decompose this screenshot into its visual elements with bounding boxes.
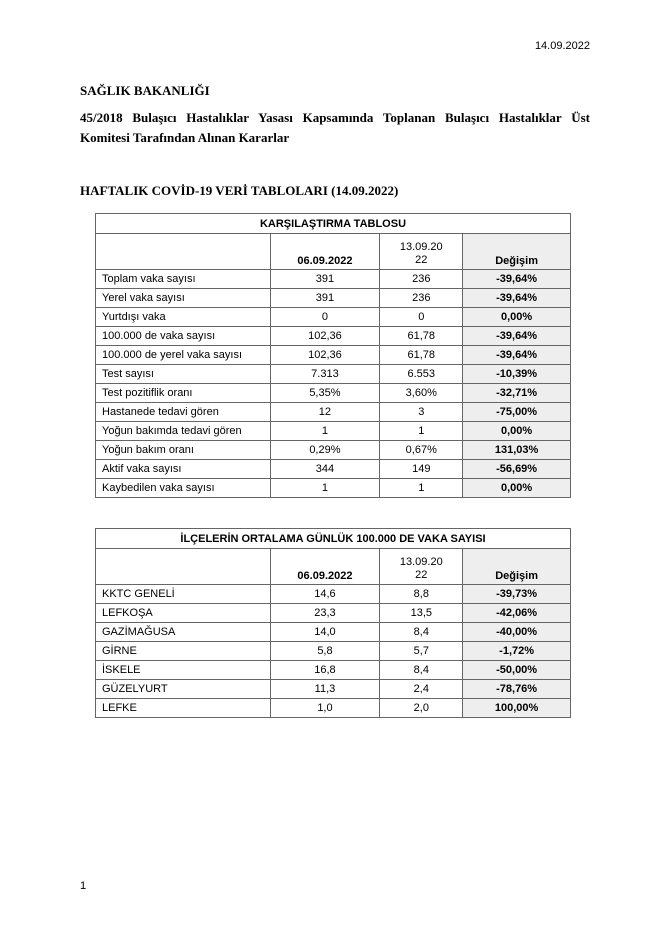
change-value: 0,00% bbox=[463, 308, 571, 327]
table-row bbox=[96, 680, 571, 699]
curr-value: 3,60% bbox=[380, 384, 463, 403]
change-value: -39,64% bbox=[463, 327, 571, 346]
change-value: 0,00% bbox=[463, 479, 571, 498]
row-label: GİRNE bbox=[96, 642, 271, 661]
prev-value: 391 bbox=[270, 270, 380, 289]
document-subtitle: 45/2018 Bulaşıcı Hastalıklar Yasası Kapsamında Toplanan Bulaşıcı Hastalıklar Üst Komitesi Tarafından Alınan Kararlar bbox=[80, 110, 590, 145]
row-label: Aktif vaka sayısı bbox=[96, 460, 271, 479]
prev-value: 102,36 bbox=[270, 346, 380, 365]
row-label: Yurtdışı vaka bbox=[96, 308, 271, 327]
row-label: 100.000 de vaka sayısı bbox=[96, 327, 271, 346]
column-header-prev-date: 06.09.2022 bbox=[270, 234, 380, 270]
comparison-table-header bbox=[96, 234, 571, 270]
table-row bbox=[96, 289, 571, 308]
table-row bbox=[96, 308, 571, 327]
comparison-table-title: KARŞILAŞTIRMA TABLOSU bbox=[96, 214, 571, 234]
table-row bbox=[96, 346, 571, 365]
prev-value: 0 bbox=[270, 308, 380, 327]
curr-value: 8,4 bbox=[380, 661, 463, 680]
prev-value: 391 bbox=[270, 289, 380, 308]
table-row bbox=[96, 384, 571, 403]
change-value: 0,00% bbox=[463, 422, 571, 441]
curr-value: 1 bbox=[380, 479, 463, 498]
table-row bbox=[96, 699, 571, 718]
column-header-text: 13.09.20 22 bbox=[399, 556, 443, 581]
prev-value: 5,8 bbox=[270, 642, 380, 661]
change-value: -39,73% bbox=[463, 585, 571, 604]
curr-value: 13,5 bbox=[380, 604, 463, 623]
curr-value: 61,78 bbox=[380, 327, 463, 346]
row-label: Kaybedilen vaka sayısı bbox=[96, 479, 271, 498]
table-row bbox=[96, 604, 571, 623]
prev-value: 12 bbox=[270, 403, 380, 422]
row-label: Test pozitiflik oranı bbox=[96, 384, 271, 403]
row-label: 100.000 de yerel vaka sayısı bbox=[96, 346, 271, 365]
change-value: -39,64% bbox=[463, 270, 571, 289]
curr-value: 8,4 bbox=[380, 623, 463, 642]
row-label: İSKELE bbox=[96, 661, 271, 680]
table-row bbox=[96, 365, 571, 384]
section-title: HAFTALIK COVİD-19 VERİ TABLOLARI (14.09.2022) bbox=[80, 183, 399, 198]
comparison-table bbox=[95, 213, 571, 498]
change-value: -32,71% bbox=[463, 384, 571, 403]
table-row bbox=[96, 460, 571, 479]
row-label: Test sayısı bbox=[96, 365, 271, 384]
curr-value: 2,0 bbox=[380, 699, 463, 718]
table-row bbox=[96, 642, 571, 661]
prev-value: 1,0 bbox=[270, 699, 380, 718]
row-label: LEFKE bbox=[96, 699, 271, 718]
change-value: -39,64% bbox=[463, 289, 571, 308]
ministry-title: SAĞLIK BAKANLIĞI bbox=[80, 83, 210, 98]
curr-value: 236 bbox=[380, 289, 463, 308]
district-table-header bbox=[96, 549, 571, 585]
row-label: GÜZELYURT bbox=[96, 680, 271, 699]
curr-value: 3 bbox=[380, 403, 463, 422]
curr-value: 61,78 bbox=[380, 346, 463, 365]
row-label: Yoğun bakımda tedavi gören bbox=[96, 422, 271, 441]
row-label: Toplam vaka sayısı bbox=[96, 270, 271, 289]
prev-value: 14,6 bbox=[270, 585, 380, 604]
curr-value: 149 bbox=[380, 460, 463, 479]
table-row bbox=[96, 441, 571, 460]
column-header-prev-date: 06.09.2022 bbox=[270, 549, 380, 585]
prev-value: 7.313 bbox=[270, 365, 380, 384]
table-row bbox=[96, 479, 571, 498]
column-header-curr-date bbox=[380, 549, 463, 585]
prev-value: 16,8 bbox=[270, 661, 380, 680]
prev-value: 11,3 bbox=[270, 680, 380, 699]
prev-value: 102,36 bbox=[270, 327, 380, 346]
table-row bbox=[96, 623, 571, 642]
page-number: 1 bbox=[80, 880, 87, 892]
curr-value: 5,7 bbox=[380, 642, 463, 661]
prev-value: 5,35% bbox=[270, 384, 380, 403]
row-label: Yoğun bakım oranı bbox=[96, 441, 271, 460]
row-label: Hastanede tedavi gören bbox=[96, 403, 271, 422]
table-row bbox=[96, 585, 571, 604]
column-header-curr-date bbox=[380, 234, 463, 270]
table-row bbox=[96, 403, 571, 422]
change-value: -40,00% bbox=[463, 623, 571, 642]
change-value: 100,00% bbox=[463, 699, 571, 718]
curr-value: 236 bbox=[380, 270, 463, 289]
change-value: -10,39% bbox=[463, 365, 571, 384]
row-label: LEFKOŞA bbox=[96, 604, 271, 623]
prev-value: 1 bbox=[270, 479, 380, 498]
change-value: -39,64% bbox=[463, 346, 571, 365]
change-value: -1,72% bbox=[463, 642, 571, 661]
header-blank bbox=[96, 234, 271, 270]
change-value: -42,06% bbox=[463, 604, 571, 623]
prev-value: 1 bbox=[270, 422, 380, 441]
prev-value: 23,3 bbox=[270, 604, 380, 623]
district-table-title: İLÇELERİN ORTALAMA GÜNLÜK 100.000 DE VAKA SAYISI bbox=[96, 529, 571, 549]
header-blank bbox=[96, 549, 271, 585]
prev-value: 344 bbox=[270, 460, 380, 479]
document-date: 14.09.2022 bbox=[534, 40, 590, 52]
change-value: -50,00% bbox=[463, 661, 571, 680]
change-value: 131,03% bbox=[463, 441, 571, 460]
curr-value: 0 bbox=[380, 308, 463, 327]
curr-value: 1 bbox=[380, 422, 463, 441]
prev-value: 14,0 bbox=[270, 623, 380, 642]
change-value: -56,69% bbox=[463, 460, 571, 479]
column-header-change: Değişim bbox=[463, 234, 571, 270]
table-row bbox=[96, 422, 571, 441]
curr-value: 8,8 bbox=[380, 585, 463, 604]
column-header-change: Değişim bbox=[463, 549, 571, 585]
change-value: -78,76% bbox=[463, 680, 571, 699]
district-table bbox=[95, 528, 571, 718]
curr-value: 2,4 bbox=[380, 680, 463, 699]
prev-value: 0,29% bbox=[270, 441, 380, 460]
table-row bbox=[96, 661, 571, 680]
curr-value: 6.553 bbox=[380, 365, 463, 384]
curr-value: 0,67% bbox=[380, 441, 463, 460]
table-row bbox=[96, 327, 571, 346]
row-label: KKTC GENELİ bbox=[96, 585, 271, 604]
row-label: Yerel vaka sayısı bbox=[96, 289, 271, 308]
row-label: GAZİMAĞUSA bbox=[96, 623, 271, 642]
change-value: -75,00% bbox=[463, 403, 571, 422]
table-row bbox=[96, 270, 571, 289]
column-header-text: 13.09.20 22 bbox=[399, 241, 443, 266]
